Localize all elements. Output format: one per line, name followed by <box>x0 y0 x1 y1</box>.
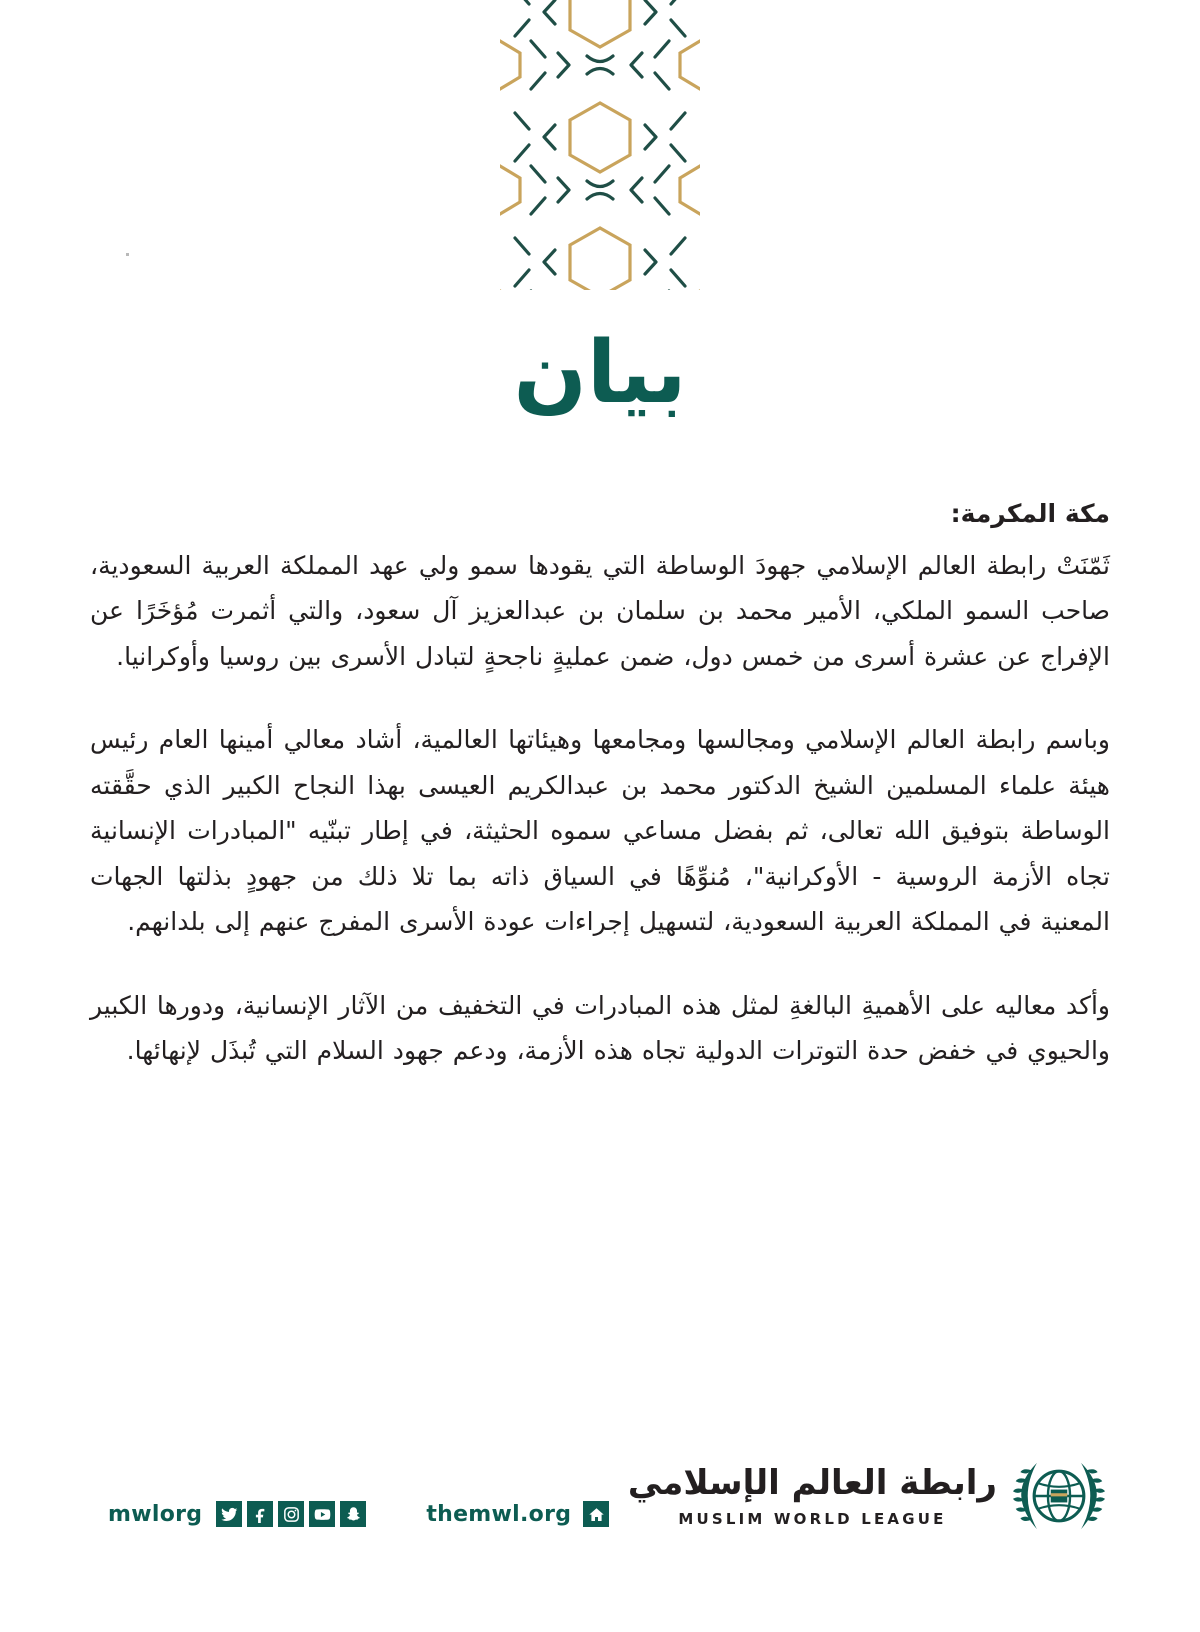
statement-paragraph: وأكد معاليه على الأهميةِ البالغةِ لمثل هذه المبادرات في التخفيف من الآثار الإنسانية، ودورها الكبير والحيوي في خفض حدة التوترات الدولية تجاه هذه الأزمة، ودعم جهود السلام التي تُبذَل لإنهائها. <box>90 990 1110 1065</box>
twitter-icon[interactable] <box>216 1501 242 1527</box>
islamic-pattern-ornament <box>500 0 700 290</box>
mwl-name-english: MUSLIM WORLD LEAGUE <box>678 1509 947 1528</box>
youtube-icon[interactable] <box>309 1501 335 1527</box>
dateline: مكة المكرمة: <box>950 499 1110 528</box>
facebook-icon[interactable] <box>247 1501 273 1527</box>
snapchat-icon[interactable] <box>340 1501 366 1527</box>
mwl-logo-text <box>628 1464 997 1527</box>
social-handle: mwlorg <box>108 1501 203 1527</box>
social-icon-row <box>216 1501 366 1527</box>
statement-paragraph: وباسم رابطة العالم الإسلامي ومجالسها ومجامعها وهيئاتها العالمية، أشاد معالي أمينها العام رئيس هيئة علماء المسلمين الشيخ الدكتور محمد بن عبدالكريم العيسى بهذا النجاح الكبير الذي حقَّقته الوساطة بتوفيق الله تعالى، ثم بفضل مساعي سموه الحثيثة، في إطار تبنّيه "المبادرات الإنسانية تجاه الأزمة الروسية - الأوكرانية"، مُنوِّهًا في السياق ذاته بما تلا ذلك من جهودٍ بذلتها الجهات المعنية في المملكة العربية السعودية، لتسهيل إجراءات عودة الأسرى المفرج عنهم إلى بلدانهم. <box>90 725 1110 936</box>
mwl-name-arabic: رابطة العالم الإسلامي <box>627 1463 997 1504</box>
page-footer <box>0 1432 1200 1632</box>
page-title-container <box>0 323 1200 423</box>
social-links-group <box>108 1501 609 1527</box>
statement-body <box>90 495 1110 1074</box>
home-icon[interactable] <box>583 1501 609 1527</box>
mwl-logo <box>628 1450 1105 1542</box>
mwl-emblem-icon <box>1013 1450 1105 1542</box>
website-handle: themwl.org <box>426 1501 572 1527</box>
instagram-icon[interactable] <box>278 1501 304 1527</box>
registration-dot <box>126 253 129 256</box>
page-title: بيان <box>513 323 687 423</box>
statement-paragraph: ثَمّنَتْ رابطة العالم الإسلامي جهودَ الوساطة التي يقودها سمو ولي عهد المملكة العربية السعودية، صاحب السمو الملكي، الأمير محمد بن سلمان بن عبدالعزيز آل سعود، والتي أثمرت مُؤخَرًا عن الإفراج عن عشرة أسرى من خمس دول، ضمن عمليةٍ ناجحةٍ لتبادل الأسرى بين روسيا وأوكرانيا. <box>90 550 1110 671</box>
